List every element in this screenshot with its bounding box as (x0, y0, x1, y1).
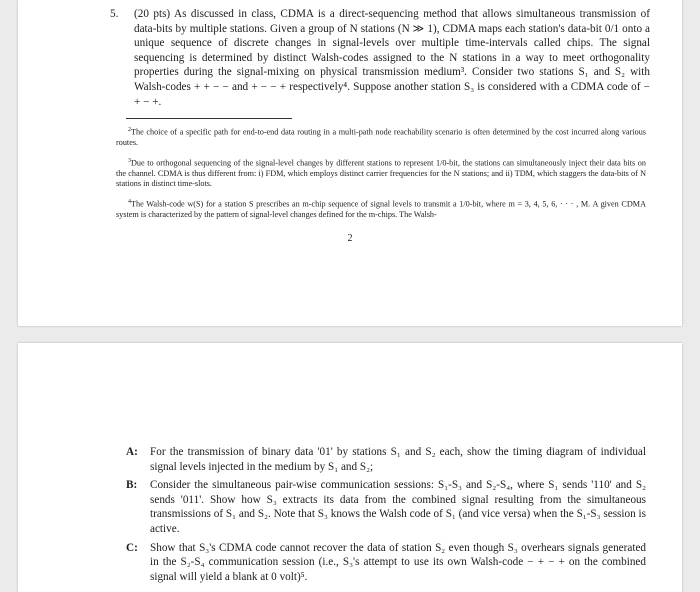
part-label: C: (126, 541, 138, 554)
footnote-mark: 4 (128, 198, 131, 205)
part-a (126, 445, 646, 474)
footnote-rule (126, 118, 292, 119)
problem-number: 5. (110, 8, 119, 20)
part-b (126, 478, 646, 536)
problem-5 (110, 7, 650, 109)
footnote-text: Due to orthogonal sequencing of the signal-level changes by different stations to represent 1/0-bit, the stations can simultaneously inject their data bits on the channel. CDMA is thus different from: i) FDM, which employs distinct carrier frequencies for the N stations; and ii) TDM, which staggers the data-bits of N stations in distinct time-slots. (116, 158, 646, 189)
footnotes (116, 125, 646, 228)
part-text: Show that S₃'s CDMA code cannot recover the data of station S₂ even though S₃ overhears signals generated in the S₂-S₄ communication session (i.e., S₃'s attempt to use its own Walsh-code − + − + on the combined signal will yield a blank at 0 volt)⁵. (150, 541, 646, 583)
page-number: 2 (347, 233, 353, 244)
document-page-1 (18, 0, 682, 326)
part-label: A: (126, 446, 138, 458)
part-label: B: (126, 479, 138, 492)
footnote-text: The Walsh-code w(S) for a station S prescribes an m-chip sequence of signal levels to transmit a 1/0-bit, where m = 3, 4, 5, 6, · · · , M. A given CDMA system is characterized by the pattern of signal-level changes defined for the m-chips. The Walsh- (116, 199, 646, 220)
problem-text: (20 pts) As discussed in class, CDMA is a direct-sequencing method that allows simultaneous transmission of data-bits by multiple stations. Given a group of N stations (N ≫ 1), CDMA maps each station's data-bit 0/1 onto a unique sequence of discrete changes in signal-levels over multiple time-intervals called chips. The signal sequencing is determined by distinct Walsh-codes assigned to the N stations in a way to meet orthogonality properties during the signal-mixing on physical transmission medium³. Consider two stations S₁ and S₂ with Walsh-codes + + − − and + − − + respectively⁴. Suppose another station S₃ is considered with a CDMA code of − + − +. (134, 8, 650, 108)
footnote-2 (116, 125, 646, 149)
footnote-4 (116, 197, 646, 221)
problem-parts (126, 445, 646, 588)
document-page-2 (18, 343, 682, 592)
part-text: Consider the simultaneous pair-wise communication sessions: S₁-S₃ and S₂-S₄, where S₁ sends '110' and S₂ sends '011'. Show how S₃ extracts its data from the combined signal resulting from the simultaneous transmissions of S₁ and S₂. Note that S₃ knows the Walsh code of S₁ (and vice versa) when the S₁-S₃ session is active. (150, 479, 646, 535)
footnote-3 (116, 156, 646, 190)
footnote-mark: 3 (128, 157, 131, 164)
part-c (126, 541, 646, 585)
footnote-mark: 2 (128, 127, 131, 133)
footnote-text: The choice of a specific path for end-to-end data routing in a multi-path node reachability scenario is often determined by the cost incurred along various routes. (116, 127, 646, 148)
part-text: For the transmission of binary data '01' by stations S₁ and S₂ each, show the timing diagram of individual signal levels injected in the medium by S₁ and S₂; (150, 446, 646, 473)
